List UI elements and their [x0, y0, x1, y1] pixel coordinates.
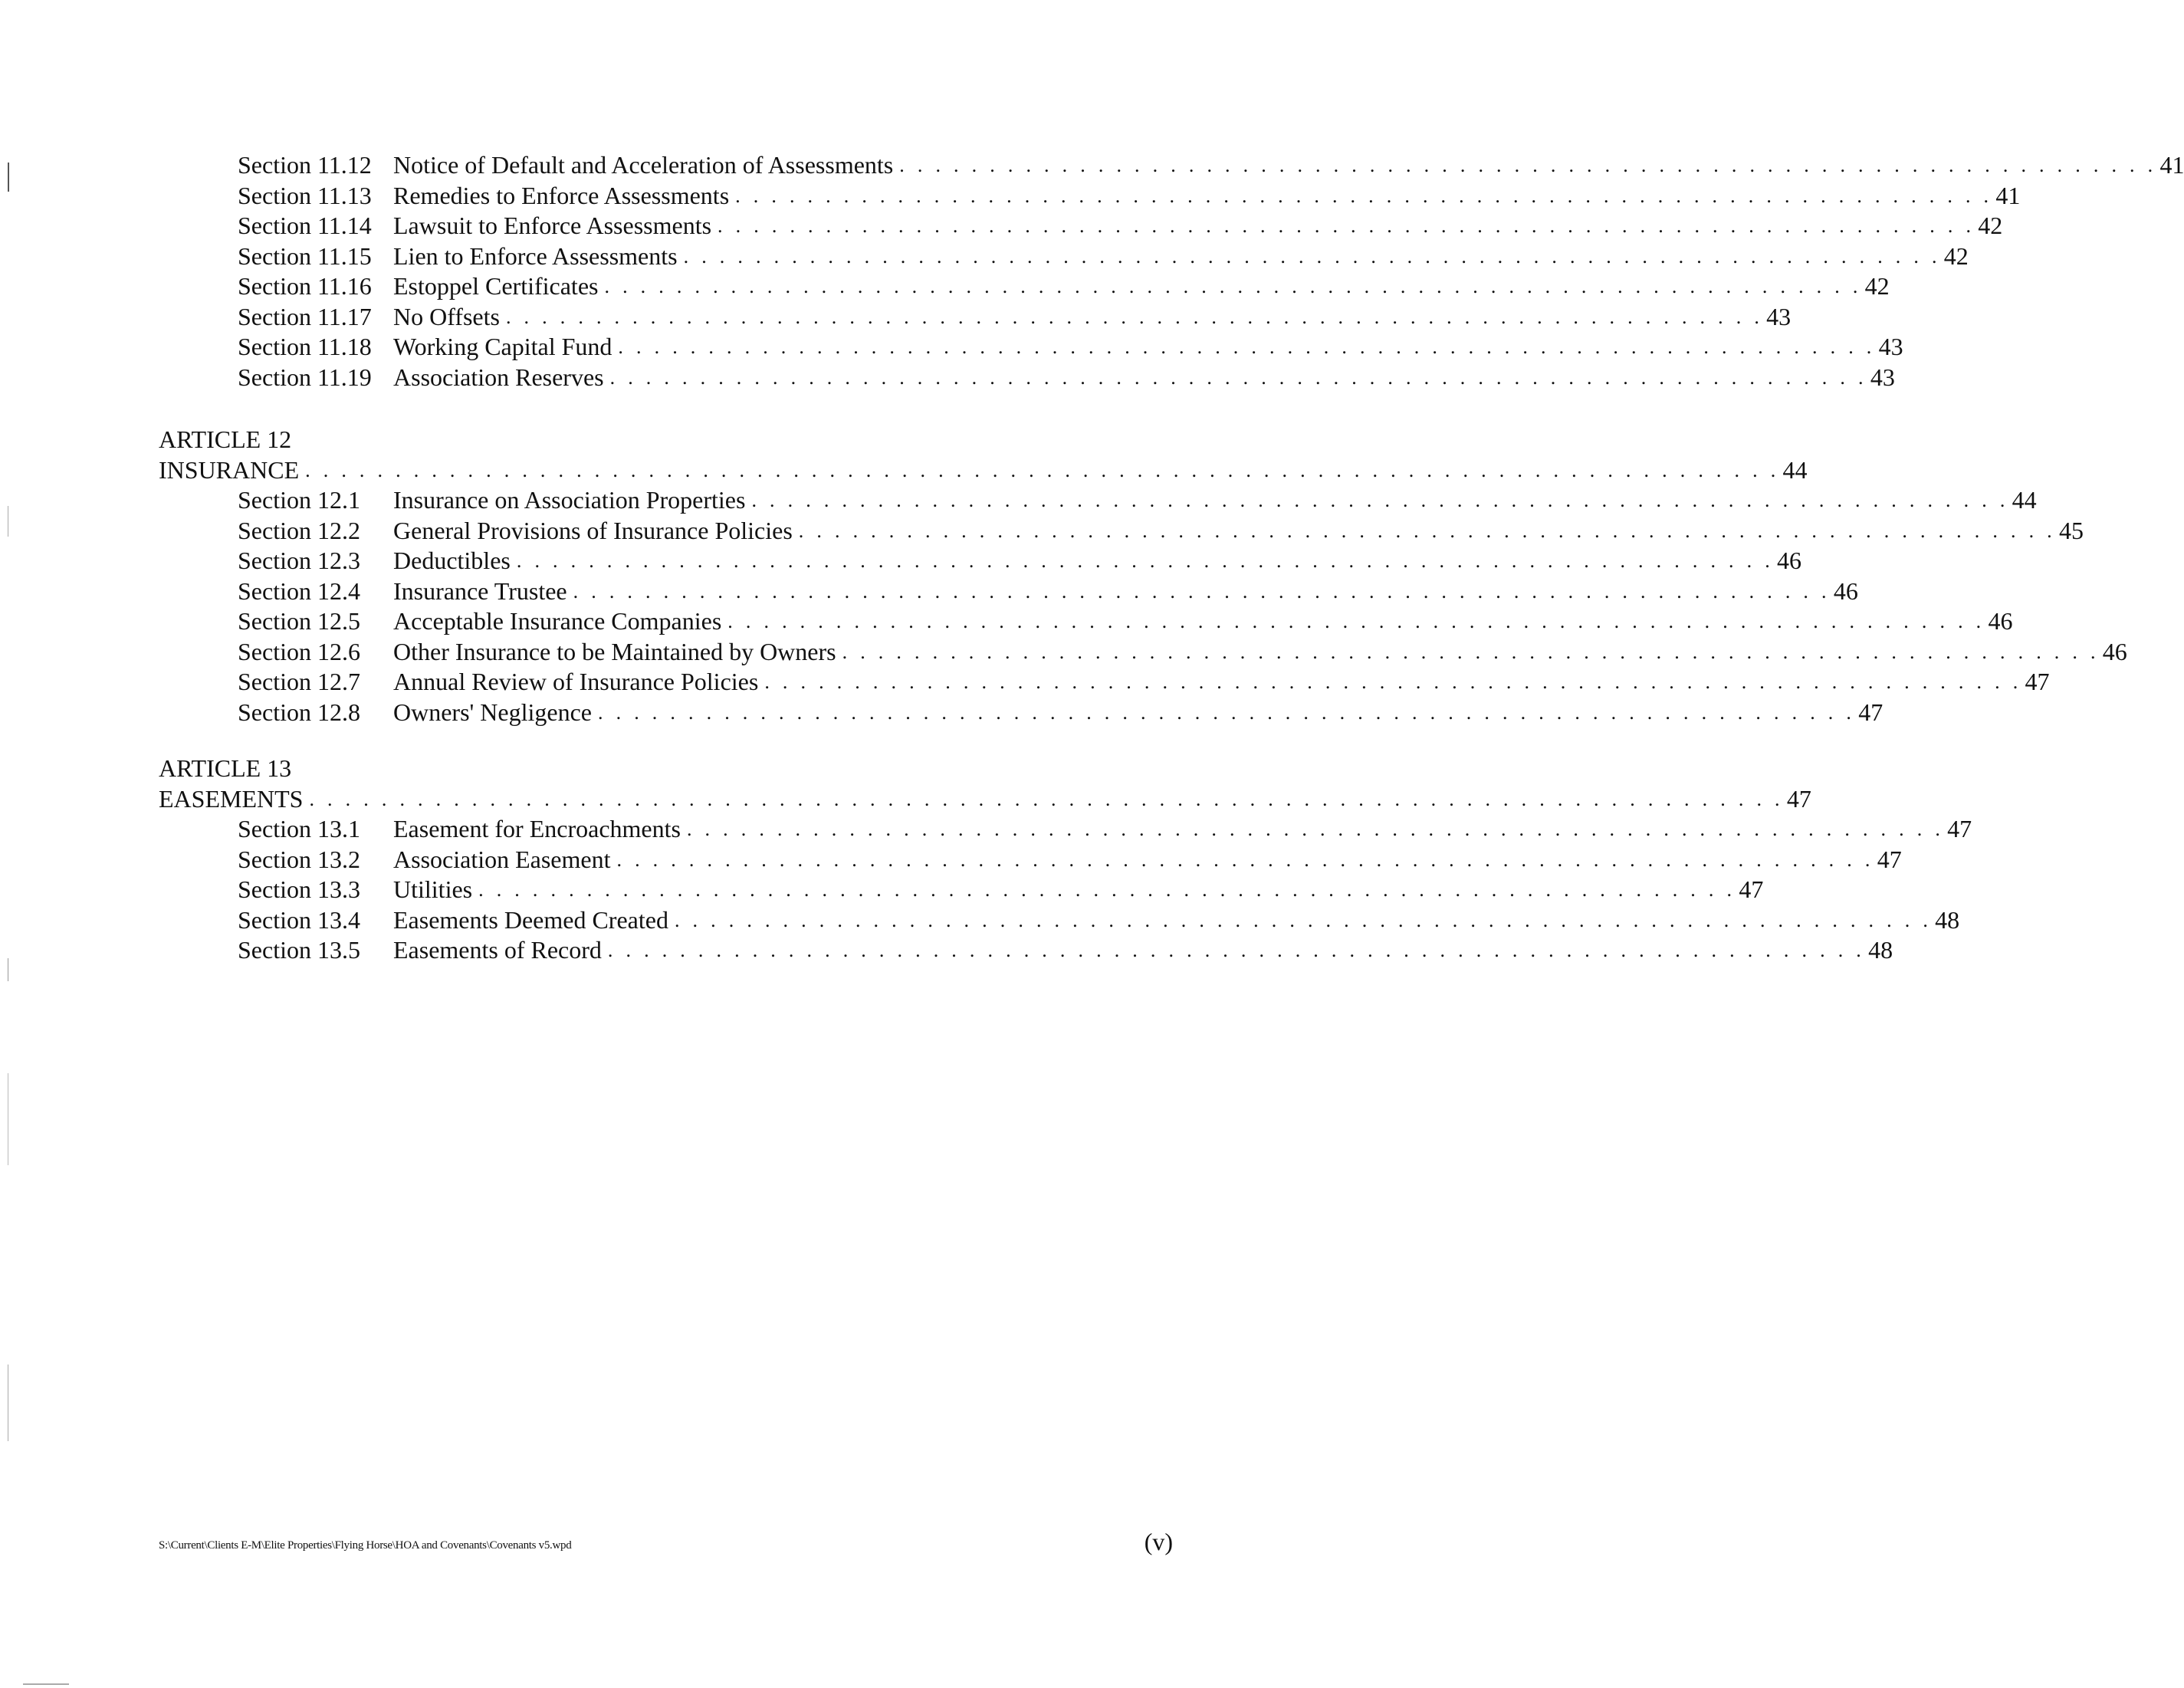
- toc-entry: [159, 606, 2013, 637]
- section-title: Owners' Negligence: [393, 698, 592, 726]
- section-title: Lien to Enforce Assessments: [393, 241, 678, 270]
- page-number: 47: [1877, 845, 1902, 873]
- section-number: Section 11.14: [238, 212, 372, 239]
- page-number: 45: [2058, 516, 2084, 544]
- page-number: 41: [2159, 151, 2184, 179]
- section-title: Notice of Default and Acceleration of Assessments: [393, 151, 894, 179]
- toc-entry: [159, 485, 2037, 516]
- page-number: 47: [2025, 668, 2050, 695]
- page-number: 42: [1943, 241, 1969, 270]
- dot-leader: . . . . . . . . . . . . . . . . . . . . . . . . . . . . . . . . . . . . . . . . . . . . . . . . . . . . . . . . . . . . . . . . . . . . . .: [609, 366, 1867, 389]
- toc-entry: [159, 516, 2084, 547]
- dot-leader: . . . . . . . . . . . . . . . . . . . . . . . . . . . . . . . . . . . . . . . . . . . . . . . . . . . . . . . . . . . . . . . . . . . . . .: [616, 848, 1874, 871]
- page-number: 48: [1868, 936, 1893, 964]
- section-title: No Offsets: [393, 302, 500, 330]
- toc-entry: [159, 302, 1792, 333]
- article-title: INSURANCE: [159, 455, 300, 484]
- dot-leader: . . . . . . . . . . . . . . . . . . . . . . . . . . . . . . . . . . . . . . . . . . . . . . . . . . . . . . . . . . . . . . . . . . . . . .: [764, 671, 2022, 693]
- scan-mark: [23, 1683, 69, 1685]
- section-number: Section 12.8: [238, 698, 360, 726]
- section-number: Section 12.4: [238, 576, 360, 605]
- article-label-row: [159, 754, 1173, 784]
- toc-entry: [159, 271, 1890, 302]
- footer-page-number: (v): [1144, 1528, 1173, 1555]
- toc-entry: [159, 814, 1972, 845]
- dot-leader: . . . . . . . . . . . . . . . . . . . . . . . . . . . . . . . . . . . . . . . . . . . . . . . . . . . . . . . . . . . . . . . . . . . . . .: [727, 610, 1985, 632]
- toc-entry: [159, 905, 1960, 936]
- page-number: 46: [1833, 576, 1858, 605]
- page-number: 46: [2102, 637, 2127, 665]
- section-title: Lawsuit to Enforce Assessments: [393, 212, 712, 239]
- dot-leader: . . . . . . . . . . . . . . . . . . . . . . . . . . . . . . . . . . . . . . . . . . . . . . . . . . . . . . . . . . . . . . . . . . . . . .: [798, 519, 2056, 542]
- section-title: Easements of Record: [393, 936, 602, 964]
- section-title: Working Capital Fund: [393, 333, 613, 360]
- dot-leader: . . . . . . . . . . . . . . . . . . . . . . . . . . . . . . . . . . . . . . . . . . . . . . . . . . . . . . . . . . . . . . . . . . . . . . . . . . . . . . . . . .: [305, 458, 1780, 481]
- toc-entry: [159, 845, 1902, 875]
- page-number: 44: [2012, 486, 2037, 514]
- section-title: Other Insurance to be Maintained by Owners: [393, 637, 836, 665]
- article-label: ARTICLE 12: [159, 425, 292, 453]
- page-number: 47: [1739, 875, 1764, 903]
- article-12-block: [159, 425, 2127, 727]
- page-number: 42: [1978, 212, 2003, 239]
- dot-leader: . . . . . . . . . . . . . . . . . . . . . . . . . . . . . . . . . . . . . . . . . . . . . . . . . . . . . . . . . . . . . . . . . . . . . .: [478, 878, 1736, 901]
- section-number: Section 13.3: [238, 875, 360, 903]
- dot-leader: . . . . . . . . . . . . . . . . . . . . . . . . . . . . . . . . . . . . . . . . . . . . . . . . . . . . . . . . . . . . . . . . . . . . . .: [842, 640, 2100, 663]
- toc-entry: [159, 332, 1903, 363]
- toc-entry: [159, 698, 1883, 728]
- dot-leader: . . . . . . . . . . . . . . . . . . . . . . . . . . . . . . . . . . . . . . . . . . . . . . . . . . . . . . . . . . . . . . . . . . . . . .: [598, 701, 1856, 724]
- section-title: Association Easement: [393, 845, 611, 873]
- article-label: ARTICLE 13: [159, 754, 292, 782]
- section-number: Section 12.2: [238, 516, 360, 544]
- section-title: Annual Review of Insurance Policies: [393, 668, 759, 695]
- section-title: Acceptable Insurance Companies: [393, 607, 722, 635]
- section-number: Section 11.12: [238, 151, 372, 179]
- section-title: Insurance Trustee: [393, 576, 567, 605]
- toc-entry: [159, 637, 2127, 668]
- toc-entry: [159, 667, 2050, 698]
- section-title: Deductibles: [393, 547, 511, 574]
- page-number: 47: [1858, 698, 1883, 726]
- section-title: Remedies to Enforce Assessments: [393, 181, 730, 209]
- dot-leader: . . . . . . . . . . . . . . . . . . . . . . . . . . . . . . . . . . . . . . . . . . . . . . . . . . . . . . . . . . . . . . . . . . . . . .: [516, 550, 1775, 572]
- section-title: Easements Deemed Created: [393, 905, 668, 934]
- article-title: EASEMENTS: [159, 784, 304, 813]
- dot-leader: . . . . . . . . . . . . . . . . . . . . . . . . . . . . . . . . . . . . . . . . . . . . . . . . . . . . . . . . . . . . . . . . . . . . . .: [607, 939, 1866, 961]
- section-number: Section 12.3: [238, 547, 360, 574]
- dot-leader: . . . . . . . . . . . . . . . . . . . . . . . . . . . . . . . . . . . . . . . . . . . . . . . . . . . . . . . . . . . . . . . . . . . . . .: [718, 215, 1975, 237]
- toc-entry: [159, 546, 1802, 576]
- dot-leader: . . . . . . . . . . . . . . . . . . . . . . . . . . . . . . . . . . . . . . . . . . . . . . . . . . . . . . . . . . . . . . . . . . . . . .: [618, 336, 1876, 358]
- toc-entry: [159, 576, 1858, 607]
- toc-entry: [159, 150, 2184, 181]
- dot-leader: . . . . . . . . . . . . . . . . . . . . . . . . . . . . . . . . . . . . . . . . . . . . . . . . . . . . . . . . . . . . . . . . . . . . . .: [505, 305, 1764, 328]
- dot-leader: . . . . . . . . . . . . . . . . . . . . . . . . . . . . . . . . . . . . . . . . . . . . . . . . . . . . . . . . . . . . . . . . . . . . . .: [683, 245, 1941, 268]
- section-number: Section 12.5: [238, 607, 360, 635]
- page-number: 48: [1935, 905, 1960, 934]
- page-number: 46: [1988, 607, 2013, 635]
- section-number: Section 11.18: [238, 333, 372, 360]
- toc-entry: [159, 211, 2003, 241]
- toc-entry: [159, 455, 1808, 486]
- page-number: 43: [1870, 363, 1895, 391]
- section-number: Section 13.2: [238, 845, 360, 873]
- page-number: 46: [1777, 547, 1802, 574]
- section-title: Estoppel Certificates: [393, 272, 599, 300]
- section-number: Section 11.16: [238, 272, 372, 300]
- toc-entry: [159, 875, 1764, 905]
- page-number: 47: [1786, 784, 1811, 813]
- article-label-row: [159, 425, 1173, 455]
- page-number: 47: [1947, 815, 1972, 842]
- page-number: 44: [1782, 455, 1808, 484]
- section-number: Section 13.4: [238, 905, 360, 934]
- dot-leader: . . . . . . . . . . . . . . . . . . . . . . . . . . . . . . . . . . . . . . . . . . . . . . . . . . . . . . . . . . . . . . . . . . . . . . . . . . . . . . . . . .: [309, 787, 1784, 810]
- dot-leader: . . . . . . . . . . . . . . . . . . . . . . . . . . . . . . . . . . . . . . . . . . . . . . . . . . . . . . . . . . . . . . . . . . . . . .: [573, 580, 1831, 603]
- section-number: Section 11.17: [238, 302, 372, 330]
- section-title: Insurance on Association Properties: [393, 486, 746, 514]
- dot-leader: . . . . . . . . . . . . . . . . . . . . . . . . . . . . . . . . . . . . . . . . . . . . . . . . . . . . . . . . . . . . . . . . . . . . . .: [751, 489, 2009, 511]
- page-number: 43: [1878, 333, 1903, 360]
- article-11-sections: [159, 150, 2184, 392]
- section-title: Utilities: [393, 875, 473, 903]
- scan-mark: [8, 163, 9, 192]
- dot-leader: . . . . . . . . . . . . . . . . . . . . . . . . . . . . . . . . . . . . . . . . . . . . . . . . . . . . . . . . . . . . . . . . . . . . . .: [674, 908, 1933, 931]
- section-number: Section 12.1: [238, 486, 360, 514]
- footer-file-path: S:\Current\Clients E-M\Elite Properties\Flying Horse\HOA and Covenants\Covenants v5.wpd: [159, 1539, 572, 1552]
- section-title: Association Reserves: [393, 363, 604, 391]
- section-number: Section 13.1: [238, 815, 360, 842]
- page-number: 43: [1766, 302, 1792, 330]
- section-number: Section 13.5: [238, 936, 360, 964]
- toc-entry: [159, 784, 1811, 815]
- dot-leader: . . . . . . . . . . . . . . . . . . . . . . . . . . . . . . . . . . . . . . . . . . . . . . . . . . . . . . . . . . . . . . . . . . . . . .: [604, 275, 1862, 297]
- section-title: General Provisions of Insurance Policies: [393, 516, 793, 544]
- dot-leader: . . . . . . . . . . . . . . . . . . . . . . . . . . . . . . . . . . . . . . . . . . . . . . . . . . . . . . . . . . . . . . . . . . . . . .: [899, 154, 2157, 176]
- page-number: 42: [1864, 272, 1890, 300]
- toc-entry: [159, 363, 1895, 393]
- page-number: 41: [1995, 181, 2021, 209]
- dot-leader: . . . . . . . . . . . . . . . . . . . . . . . . . . . . . . . . . . . . . . . . . . . . . . . . . . . . . . . . . . . . . . . . . . . . . .: [735, 184, 1993, 207]
- article-13-block: [159, 754, 1972, 966]
- section-number: Section 11.13: [238, 181, 372, 209]
- section-number: Section 12.6: [238, 637, 360, 665]
- section-number: Section 12.7: [238, 668, 360, 695]
- section-number: Section 11.19: [238, 363, 372, 391]
- toc-entry: [159, 241, 1969, 272]
- toc-entry: [159, 181, 2021, 212]
- dot-leader: . . . . . . . . . . . . . . . . . . . . . . . . . . . . . . . . . . . . . . . . . . . . . . . . . . . . . . . . . . . . . . . . . . . . . .: [686, 818, 1945, 840]
- section-title: Easement for Encroachments: [393, 815, 681, 842]
- section-number: Section 11.15: [238, 241, 372, 270]
- toc-entry: [159, 935, 1893, 966]
